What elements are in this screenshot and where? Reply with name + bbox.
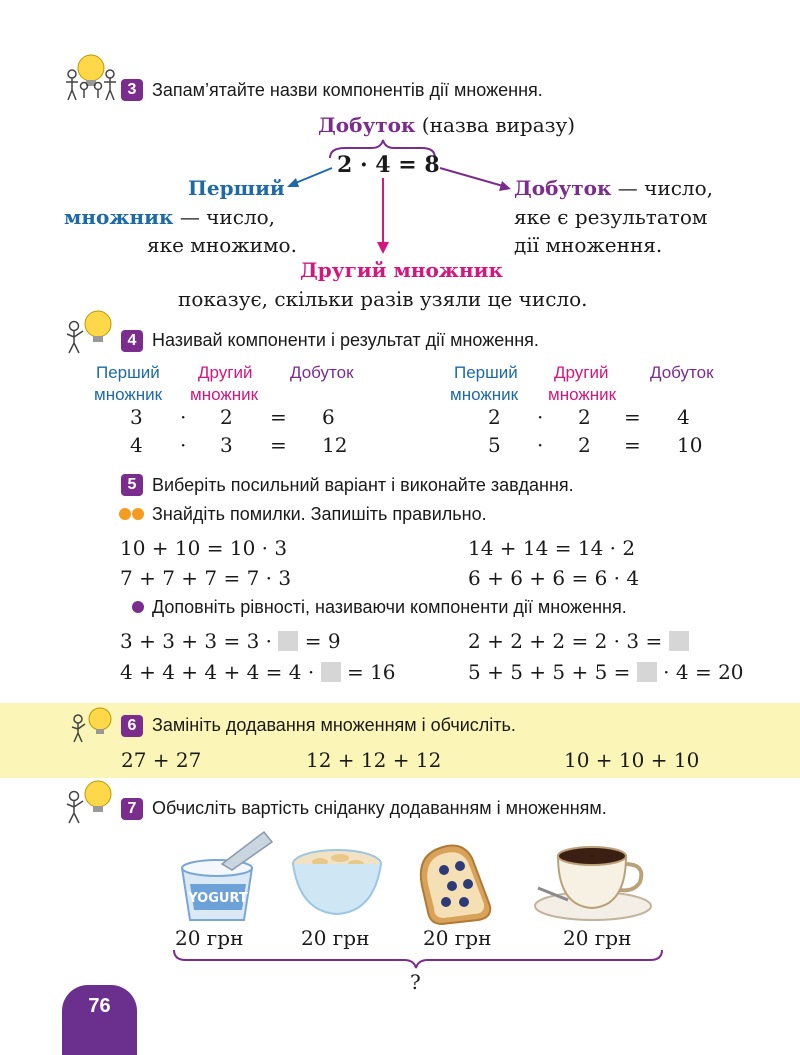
yogurt-image — [172, 828, 277, 928]
variant-a-eq-2: 14 + 14 = 14 · 2 — [468, 536, 636, 560]
question-mark: ? — [410, 970, 421, 994]
blank-box[interactable] — [278, 631, 298, 651]
product-top-label: Добуток (назва виразу) — [318, 113, 576, 137]
price-coffee: 20 грн — [563, 926, 632, 950]
task-6-badge: 6 — [121, 715, 143, 737]
right-r1-op: · — [537, 405, 544, 429]
variant-b-text: Доповніть рівності, називаючи компоненти дії множення. — [152, 597, 627, 617]
first-multiplier-title: Перший — [188, 176, 285, 200]
left-header-second-2: множник — [190, 385, 259, 404]
variant-a-eq-4: 6 + 6 + 6 = 6 · 4 — [468, 566, 640, 590]
task-3-title: Запам’ятайте назви компонентів дії множення. — [152, 80, 543, 100]
first-multiplier-line2: множник — число, — [64, 205, 276, 229]
variant-b-eq-3: 4 + 4 + 4 + 4 = 4 · = 16 — [120, 660, 396, 684]
left-header-second-1: Другий — [198, 363, 253, 382]
left-r1-b: 2 — [220, 405, 233, 429]
right-r1-res: 4 — [677, 405, 690, 429]
right-r2-res: 10 — [677, 433, 703, 457]
page-number: 76 — [88, 995, 111, 1017]
cereal-bowl-image — [290, 840, 385, 920]
task-4-title: Називай компоненти і результат дії множення. — [152, 330, 539, 350]
variant-b-eq-1: 3 + 3 + 3 = 3 · = 9 — [120, 629, 341, 653]
second-multiplier-desc: показує, скільки разів узяли це число. — [178, 287, 588, 311]
left-r2-op: · — [180, 433, 187, 457]
yogurt-label: YOGURT — [188, 891, 248, 906]
right-r1-a: 2 — [488, 405, 501, 429]
left-header-product: Добуток — [290, 363, 354, 382]
left-r1-eq: = — [270, 405, 287, 429]
variant-a-text: Знайдіть помилки. Запишіть правильно. — [152, 504, 487, 524]
one-dot-icon — [131, 600, 145, 614]
left-r1-res: 6 — [322, 405, 335, 429]
task-5-title: Виберіть посильний варіант і виконайте завдання. — [152, 475, 574, 495]
right-r1-b: 2 — [578, 405, 591, 429]
product-right-line2: яке є результатом — [514, 205, 708, 229]
variant-b-eq-2: 2 + 2 + 2 = 2 · 3 = — [468, 629, 689, 653]
blank-box[interactable] — [669, 631, 689, 651]
task-6-expr-1: 27 + 27 — [121, 748, 202, 772]
equation: 2 · 4 = 8 — [337, 152, 440, 178]
two-dots-icon — [118, 507, 148, 521]
lightbulb-person-icon — [62, 308, 120, 354]
second-multiplier-title: Другий множник — [300, 258, 503, 282]
task-7-badge: 7 — [121, 798, 143, 820]
task-4-badge: 4 — [121, 330, 143, 352]
right-header-first-1: Перший — [454, 363, 518, 382]
right-header-second-2: множник — [548, 385, 617, 404]
right-header-product: Добуток — [650, 363, 714, 382]
task-6-expr-3: 10 + 10 + 10 — [564, 748, 700, 772]
price-yogurt: 20 грн — [175, 926, 244, 950]
task-6-title: Замініть додавання множенням і обчисліть. — [152, 715, 516, 735]
lightbulb-person-icon — [62, 778, 120, 824]
lightbulb-person-small-icon — [66, 705, 120, 745]
task-5-badge: 5 — [121, 474, 143, 496]
right-r2-a: 5 — [488, 433, 501, 457]
price-bread: 20 грн — [423, 926, 492, 950]
variant-a-eq-3: 7 + 7 + 7 = 7 · 3 — [120, 566, 292, 590]
variant-b-eq-4: 5 + 5 + 5 + 5 = · 4 = 20 — [468, 660, 744, 684]
blank-box[interactable] — [321, 662, 341, 682]
price-cereal: 20 грн — [301, 926, 370, 950]
right-r2-op: · — [537, 433, 544, 457]
bread-image — [412, 836, 497, 928]
left-r1-op: · — [180, 405, 187, 429]
sum-brace — [170, 948, 670, 972]
task-7-title: Обчисліть вартість сніданку додаванням і множенням. — [152, 798, 607, 818]
left-header-first-1: Перший — [96, 363, 160, 382]
left-r2-b: 3 — [220, 433, 233, 457]
first-multiplier-line3: яке множимо. — [147, 233, 297, 257]
diagram-arrows — [0, 0, 800, 300]
variant-a-eq-1: 10 + 10 = 10 · 3 — [120, 536, 288, 560]
right-r1-eq: = — [624, 405, 641, 429]
task-3-badge: 3 — [121, 79, 143, 101]
right-header-first-2: множник — [450, 385, 519, 404]
left-r2-eq: = — [270, 433, 287, 457]
left-r2-res: 12 — [322, 433, 348, 457]
right-header-second-1: Другий — [554, 363, 609, 382]
left-header-first-2: множник — [94, 385, 163, 404]
right-r2-eq: = — [624, 433, 641, 457]
left-r2-a: 4 — [130, 433, 143, 457]
blank-box[interactable] — [637, 662, 657, 682]
coffee-cup-image — [528, 830, 658, 925]
right-r2-b: 2 — [578, 433, 591, 457]
left-r1-a: 3 — [130, 405, 143, 429]
product-right-line1: Добуток — число, — [514, 176, 714, 200]
product-right-line3: дії множення. — [514, 233, 663, 257]
task-6-expr-2: 12 + 12 + 12 — [306, 748, 442, 772]
